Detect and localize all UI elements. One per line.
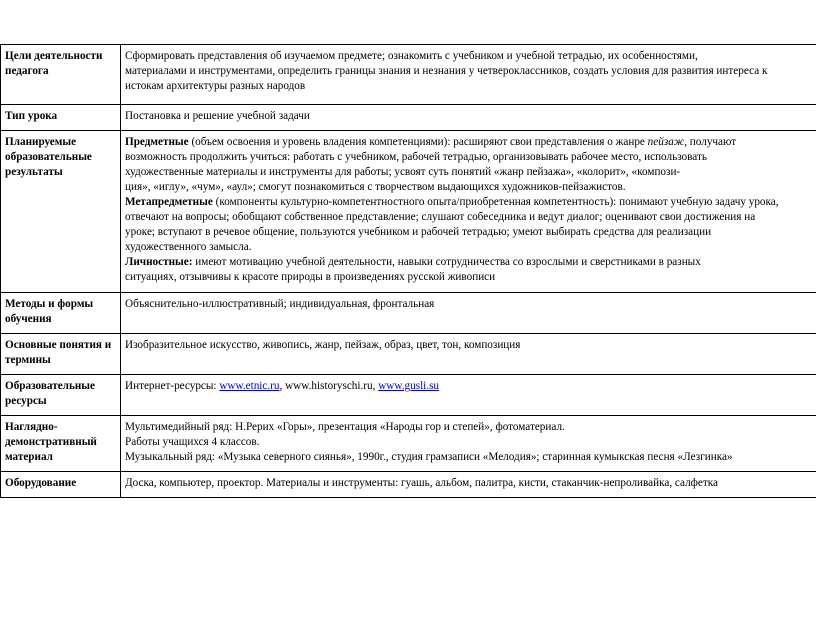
- personal-results-title: Личностные:: [125, 256, 193, 268]
- content-concepts: Изобразительное искусство, живопись, жанр, пейзаж, образ, цвет, тон, композиция: [121, 334, 816, 375]
- row-equipment: [1, 472, 816, 498]
- resource-link-gusli[interactable]: www.gusli.su: [378, 380, 440, 392]
- label-teacher-goals: Цели деятельности педагога: [1, 45, 121, 105]
- label-planned-results: Планируемые образовательные результаты: [1, 131, 121, 293]
- row-methods: [1, 293, 816, 334]
- text-fragment-italic: пейзаж: [647, 136, 685, 148]
- text-fragment: (объем освоения и уровень владения компетенциями): расширяют свои представления о жанре: [188, 136, 648, 148]
- text-line: истокам архитектуры разных народов: [125, 80, 306, 92]
- subject-results-line: [125, 135, 815, 150]
- content-lesson-type: Постановка и решение учебной задачи: [121, 105, 816, 131]
- resource-link-etnic[interactable]: www.etnic.ru: [219, 380, 280, 392]
- content-methods: Объяснительно-иллюстративный; индивидуальная, фронтальная: [121, 293, 816, 334]
- row-teacher-goals: [1, 45, 816, 105]
- label-methods: Методы и формы обучения: [1, 293, 121, 334]
- text-line: художественного замысла.: [125, 241, 252, 253]
- text-line: материалами и инструментами, определить границы знания и незнания у четвероклассников, создать условия для развития интереса к: [125, 65, 768, 77]
- label-visual-materials: Наглядно-демонстративный материал: [1, 416, 121, 472]
- label-resources: Образовательные ресурсы: [1, 375, 121, 416]
- text-line: Музыкальный ряд: «Музыка северного сиянья», 1990г., студия грамзаписи «Мелодия»; старинная кумыкская песня «Лезгинка»: [125, 451, 733, 463]
- text-line: художественные материалы и инструменты для работы; усвоят суть понятий «жанр пейзажа», «колорит», «компози-: [125, 166, 681, 178]
- resources-prefix: Интернет-ресурсы:: [125, 380, 220, 392]
- text-fragment: имеют мотивацию учебной деятельности, навыки сотрудничества со взрослыми и сверстниками в разных: [192, 256, 701, 268]
- text-line: Работы учащихся 4 классов.: [125, 436, 260, 448]
- row-planned-results: [1, 131, 816, 293]
- text-line: уроке; вступают в речевое общение, пользуются учебником и рабочей тетрадью; умеют выбирать средства для реализации: [125, 226, 712, 238]
- lesson-plan-table: [0, 44, 816, 498]
- text-line: ситуациях, отзывчивы к красоте природы в произведениях русской живописи: [125, 271, 496, 283]
- row-visual-materials: [1, 416, 816, 472]
- text-line: отвечают на вопросы; обобщают собственное представление; слушают собеседника и ведут диалог; оценивают свои достижения на: [125, 211, 756, 223]
- text-line: ция», «иглу», «чум», «аул»; смогут познакомиться с творчеством выдающихся художников-пейзажистов.: [125, 181, 626, 193]
- text-line: возможность продолжить учиться: работать с учебником, рабочей тетрадью, организовывать рабочее место, использовать: [125, 151, 707, 163]
- text-fragment: , получают: [684, 136, 737, 148]
- content-teacher-goals: [121, 45, 816, 105]
- row-concepts: [1, 334, 816, 375]
- text-line: Мультимедийный ряд: Н.Рерих «Горы», презентация «Народы гор и степей», фотоматериал.: [125, 421, 565, 433]
- personal-results-line: [125, 255, 815, 270]
- content-resources: [121, 375, 816, 416]
- label-lesson-type: Тип урока: [1, 105, 121, 131]
- text-fragment: (компоненты культурно-компетентностного опыта/приобретенная компетентность): понимают учебную задачу урока,: [212, 196, 779, 208]
- content-visual-materials: [121, 416, 816, 472]
- meta-results-title: Метапредметные: [125, 196, 213, 208]
- subject-results-title: Предметные: [125, 136, 189, 148]
- content-equipment: Доска, компьютер, проектор. Материалы и инструменты: гуашь, альбом, палитра, кисти, стаканчик-непроливайка, салфетка: [121, 472, 816, 498]
- row-resources: [1, 375, 816, 416]
- resources-separator: , www.historyschi.ru,: [279, 380, 379, 392]
- label-equipment: Оборудование: [1, 472, 121, 498]
- label-concepts: Основные понятия и термины: [1, 334, 121, 375]
- meta-results-line: [125, 195, 815, 210]
- text-line: Сформировать представления об изучаемом предмете; ознакомить с учебником и учебной тетрадью, их особенностями,: [125, 50, 698, 62]
- row-lesson-type: [1, 105, 816, 131]
- content-planned-results: [121, 131, 816, 293]
